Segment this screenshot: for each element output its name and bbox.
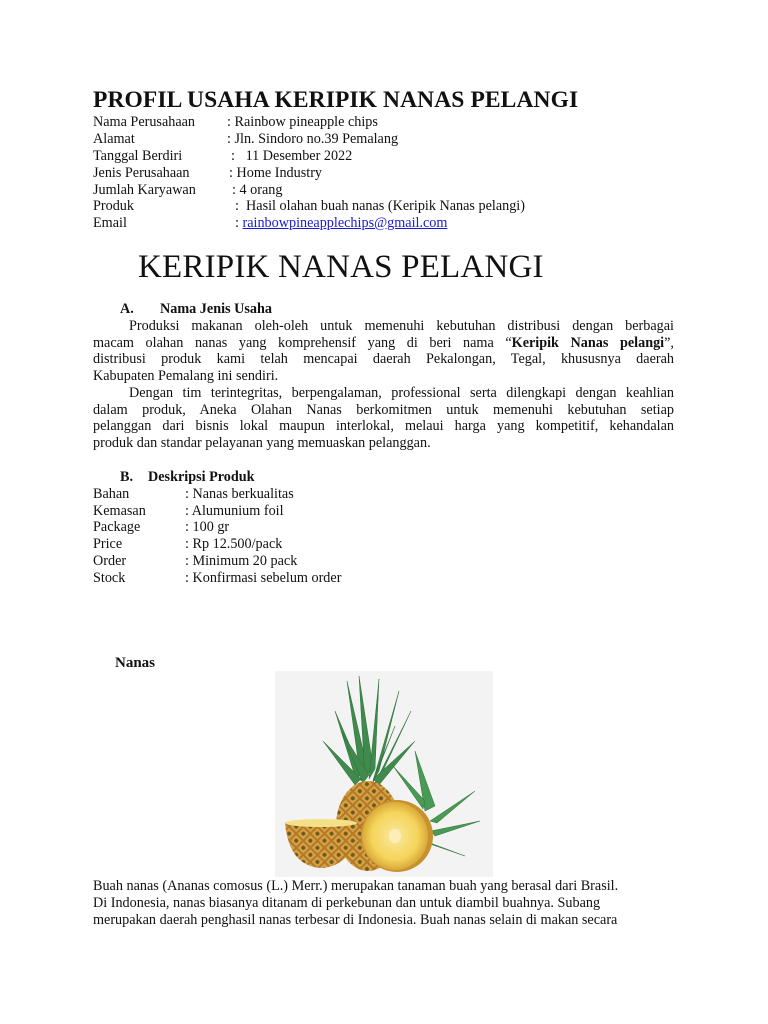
product-label: Package [93, 519, 141, 535]
section-b-marker: B. [120, 469, 134, 485]
profile-row-founded-date [93, 148, 693, 165]
product-value: : Rp 12.500/pack [185, 536, 283, 552]
section-a-paragraph-1: Produksi makanan oleh-oleh untuk memenuhi kebutuhan distribusi dengan berbagai macam olahan nanas yang komprehensif yang di beri nama “Keripik Nanas pelangi”, distribusi produk kami telah mencapai daerah Pekalongan, Tegal, khususnya daerah Kabupaten Pemalang ini sendiri. [93, 318, 674, 385]
product-label: Stock [93, 570, 126, 586]
product-row-order [93, 553, 493, 570]
profile-label: Email [93, 215, 127, 231]
product-label: Price [93, 536, 123, 552]
profile-label: Produk [93, 198, 134, 214]
nanas-description: Buah nanas (Ananas comosus (L.) Merr.) merupakan tanaman buah yang berasal dari Brasil. Di Indonesia, nanas biasanya ditanam di perkebunan dan untuk diambil buahnya. Subang merupakan daerah penghasil nanas terbesar di Indonesia. Buah nanas selain di makan secara [93, 878, 619, 928]
profile-label: Jenis Perusahaan [93, 165, 190, 181]
profile-value: : Jln. Sindoro no.39 Pemalang [227, 131, 399, 147]
product-row-stock [93, 570, 493, 587]
section-a-paragraph-2: Dengan tim terintegritas, berpengalaman, professional serta dilengkapi dengan keahlian dalam produk, Aneka Olahan Nanas berkomitmen untuk memenuhi kebutuhan setiap pelanggan dari bisnis lokal maupun interlokal, melaui harga yang kompetitif, kehandalan produk dan standar pelayanan yang memuaskan pelanggan. [93, 385, 674, 452]
product-row-price [93, 536, 493, 553]
profile-row-product [93, 198, 693, 215]
product-label: Order [93, 553, 127, 569]
profile-value: : Rainbow pineapple chips [227, 114, 378, 130]
profile-value: : Hasil olahan buah nanas (Keripik Nanas pelangi) [235, 198, 525, 214]
product-label: Kemasan [93, 503, 146, 519]
section-b-heading: Deskripsi Produk [148, 469, 255, 485]
product-value: : Alumunium foil [185, 503, 284, 519]
profile-row-address [93, 131, 693, 148]
profile-label: Nama Perusahaan [93, 114, 196, 130]
product-value: : 100 gr [185, 519, 230, 535]
product-title: KERIPIK NANAS PELANGI [138, 249, 544, 285]
profile-value: : 4 orang [232, 182, 283, 198]
product-value: : Nanas berkualitas [185, 486, 294, 502]
profile-row-company-name [93, 114, 693, 131]
section-a-marker: A. [120, 301, 134, 317]
product-value: : Konfirmasi sebelum order [185, 570, 342, 586]
product-value: : Minimum 20 pack [185, 553, 298, 569]
profile-label: Jumlah Karyawan [93, 182, 196, 198]
product-row-package [93, 519, 493, 536]
pineapple-photo [275, 671, 493, 877]
profile-row-email: Email : rainbowpineapplechips@gmail.com [93, 215, 448, 231]
profile-label: Alamat [93, 131, 135, 147]
profile-label: Tanggal Berdiri [93, 148, 183, 164]
profile-value: : Home Industry [229, 165, 323, 181]
product-name-bold: Keripik Nanas pelangi [511, 334, 665, 351]
document-title: PROFIL USAHA KERIPIK NANAS PELANGI [93, 87, 579, 113]
nanas-heading: Nanas [115, 655, 156, 671]
product-label: Bahan [93, 486, 130, 502]
section-a-heading: Nama Jenis Usaha [160, 301, 272, 317]
product-row-packaging [93, 503, 493, 520]
profile-row-employee-count [93, 182, 693, 199]
pineapple-image-icon [275, 671, 493, 877]
product-row-material [93, 486, 493, 503]
email-link[interactable]: rainbowpineapplechips@gmail.com [242, 215, 448, 231]
profile-row-company-type [93, 165, 693, 182]
profile-value: : 11 Desember 2022 [231, 148, 353, 164]
